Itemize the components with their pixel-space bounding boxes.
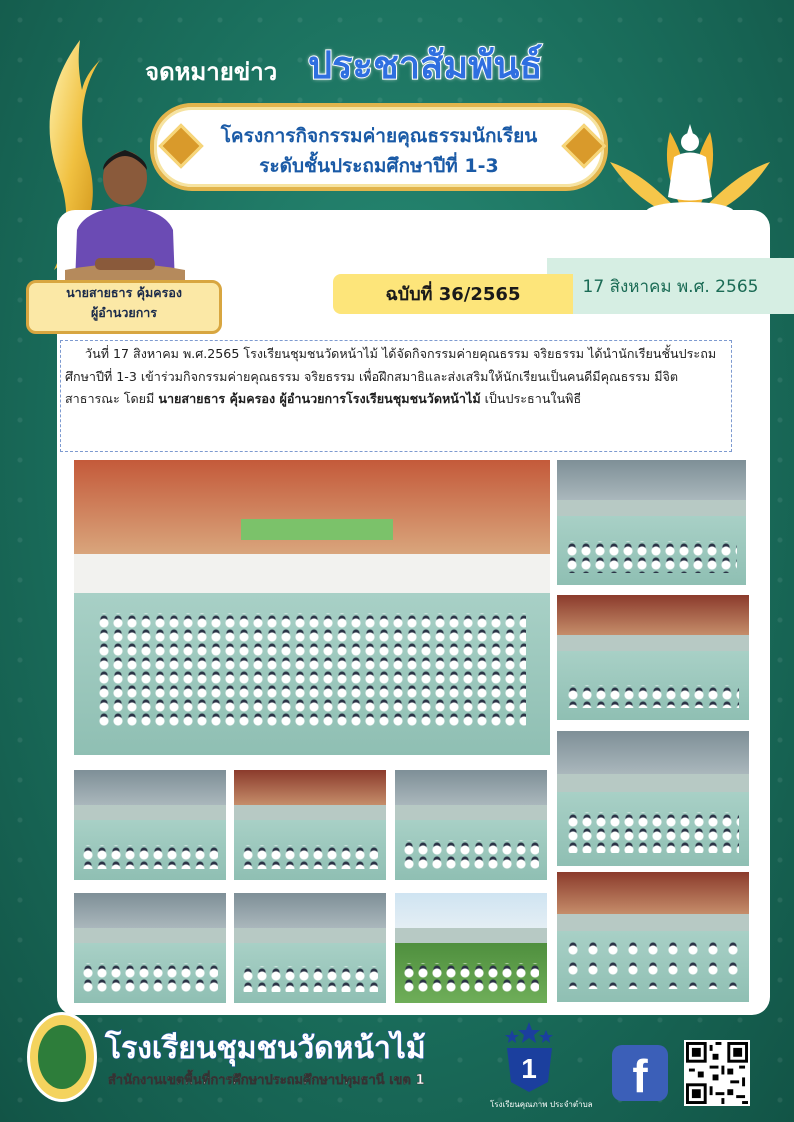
photo-small-2 [557,595,749,720]
director-portrait [55,140,195,285]
school-name: โรงเรียนชุมชนวัดหน้าไม้ [105,1031,426,1066]
article-paragraph [61,343,731,411]
school-logo [27,1012,97,1102]
quality-school-caption: โรงเรียนคุณภาพ ประจำตำบล [490,1100,593,1109]
photo-small-3 [557,731,749,866]
article-text-part1: วันที่ 17 สิงหาคม พ.ศ.2565 โรงเรียนชุมชนวัดหน้าไม้ ได้จัดกิจกรรมค่ายคุณธรรม จริยธรรม ได้นำนักเรียนชั้นประถมศึกษาปีที่ 1-3 เข้าร่วมกิจกรรมค่ายคุณธรรม จริยธรรม เพื่อฝึกสมาธิและส่งเสริมให้นักเรียนเป็นคนดีมีคุณธรรม มีจิตสาธารณะ โดยมี [65,346,717,406]
newsletter-title: ประชาสัมพันธ์ [308,43,543,87]
photo-row2-1 [74,893,226,1003]
project-title-box [150,103,608,191]
article-body [60,340,732,452]
svg-text:1: 1 [521,1053,537,1084]
director-name-plate [26,280,222,334]
project-title-line1: โครงการกิจกรรมค่ายคุณธรรมนักเรียน [220,125,538,147]
director-position: ผู้อำนวยการ [90,305,158,320]
facebook-icon[interactable]: f [612,1045,668,1101]
buddha-lotus-icon [600,112,780,232]
photo-small-4 [557,872,749,1002]
photo-row1-2 [234,770,386,880]
photo-small-1 [557,460,746,585]
photo-row2-2 [234,893,386,1003]
project-title-line2: ระดับชั้นประถมศึกษาปีที่ 1-3 [259,155,499,177]
photo-group-main [74,460,550,755]
article-text-bold: นายสายธาร คุ้มครอง ผู้อำนวยการโรงเรียนชุมชนวัดหน้าไม้ [158,391,481,406]
issue-number: ฉบับที่ 36/2565 [333,274,573,314]
issue-date: 17 สิงหาคม พ.ศ. 2565 [547,258,794,314]
director-name: นายสายธาร คุ้มครอง [66,285,182,300]
qr-code-icon[interactable] [684,1040,750,1106]
newsletter-label: จดหมายข่าว [145,58,278,86]
education-office: สำนักงานเขตพื้นที่การศึกษาประถมศึกษาปทุมธานี เขต 1 [108,1073,425,1088]
photo-row1-1 [74,770,226,880]
photo-row1-3 [395,770,547,880]
quality-school-logo [492,1020,567,1100]
photo-row2-3 [395,893,547,1003]
article-text-part2: เป็นประธานในพิธี [480,391,582,406]
